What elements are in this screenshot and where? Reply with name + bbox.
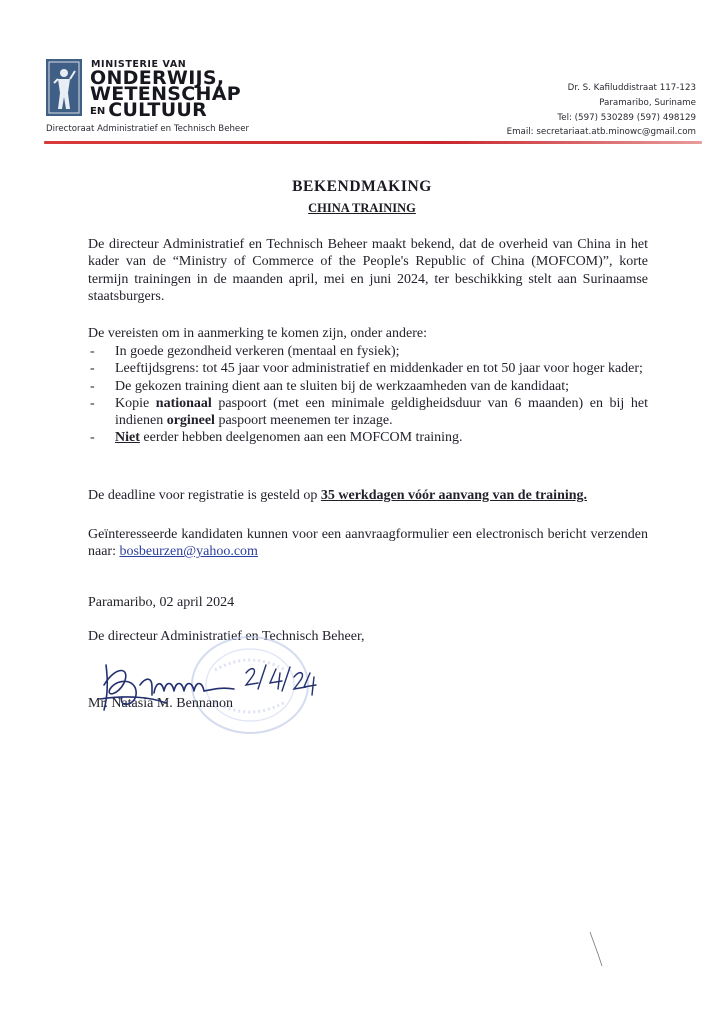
ministry-name-line-3 — [90, 101, 207, 121]
deadline-paragraph — [88, 487, 648, 504]
document-subtitle: CHINA TRAINING — [308, 201, 416, 215]
directoraat-label: Directoraat Administratief en Technisch Beheer — [46, 124, 250, 134]
ministry-name-line-2: WETENSCHAP — [90, 83, 241, 105]
document-title: BEKENDMAKING — [292, 178, 432, 195]
ministry-logo — [46, 59, 82, 116]
address-email: Email: secretariaat.atb.minowc@gmail.com — [506, 127, 696, 138]
list-item — [88, 343, 648, 360]
deadline-text: De deadline voor registratie is gesteld op — [88, 488, 321, 503]
requirement-passport-emphasis: nationaal — [155, 395, 212, 411]
address-phone: Tel: (597) 530289 (597) 498129 — [557, 112, 696, 123]
closing-line: De directeur Administratief en Technisch Beheer, — [88, 629, 365, 644]
address-block — [507, 81, 696, 140]
signatory-name: Mr. Natasia M. Bennanon — [88, 696, 234, 711]
list-item — [88, 429, 648, 446]
requirements-intro: De vereisten om in aanmerking te komen zijn, onder andere: — [88, 326, 427, 341]
requirement-passport-text-2: paspoort (met een minimale geldigheidsduur van 6 maanden) en bij het indienen — [115, 395, 648, 429]
place-date: Paramaribo, 02 april 2024 — [88, 595, 235, 610]
ministry-name-word: CULTUUR — [108, 99, 208, 121]
header-divider — [44, 141, 702, 144]
requirement-passport-text: Kopie — [115, 395, 156, 411]
requirement-health: In goede gezondheid verkeren (mentaal en fysiek); — [115, 344, 400, 359]
requirement-training-fit: De gekozen training dient aan te sluiten bij de werkzaamheden van de kandidaat; — [115, 378, 570, 394]
interested-text: Geïnteresseerde kandidaten kunnen voor een aanvraagformulier een electronisch bericht verzenden naar: — [88, 527, 648, 560]
list-item — [88, 378, 648, 395]
ministry-emblem-icon — [46, 59, 82, 116]
list-item — [88, 395, 648, 430]
handwritten-signature — [96, 655, 321, 725]
requirements-list — [88, 343, 648, 447]
requirement-mofcom-text: eerder hebben deelgenomen aan een MOFCOM training. — [139, 430, 463, 446]
requirement-passport-text-3: paspoort meenemen ter inzage. — [214, 413, 393, 429]
requirement-age: Leeftijdsgrens: tot 45 jaar voor administratief en middenkader en tot 50 jaar voor hoger kader; — [115, 361, 643, 377]
announcement-paragraph: De directeur Administratief en Technisch Beheer maakt bekend, dat de overheid van China in het kader van de “Ministry of Commerce of the People's Republic of China (MOFCOM)”, korte termijn trainingen in de maanden april, mei en juni 2024, ter beschikking stelt aan Surinaamse staatsburgers. — [88, 237, 648, 304]
address-city: Paramaribo, Suriname — [599, 97, 696, 108]
requirement-not-emphasis: Niet — [115, 430, 140, 446]
list-item — [88, 360, 648, 377]
interested-paragraph — [88, 526, 648, 561]
stray-pen-mark — [586, 930, 606, 970]
requirement-original-emphasis: orgineel — [166, 413, 215, 429]
deadline-emphasis: 35 werkdagen vóór aanvang van de training. — [320, 488, 588, 503]
email-link[interactable]: bosbeurzen@yahoo.com — [119, 544, 258, 560]
ministry-name-line-1: ONDERWIJS, — [90, 67, 225, 89]
signature-date — [246, 665, 316, 695]
ministry-name-prefix: EN — [90, 106, 106, 117]
ministry-label-small: MINISTERIE VAN — [91, 59, 187, 70]
address-street: Dr. S. Kafiluddistraat 117-123 — [567, 83, 696, 93]
